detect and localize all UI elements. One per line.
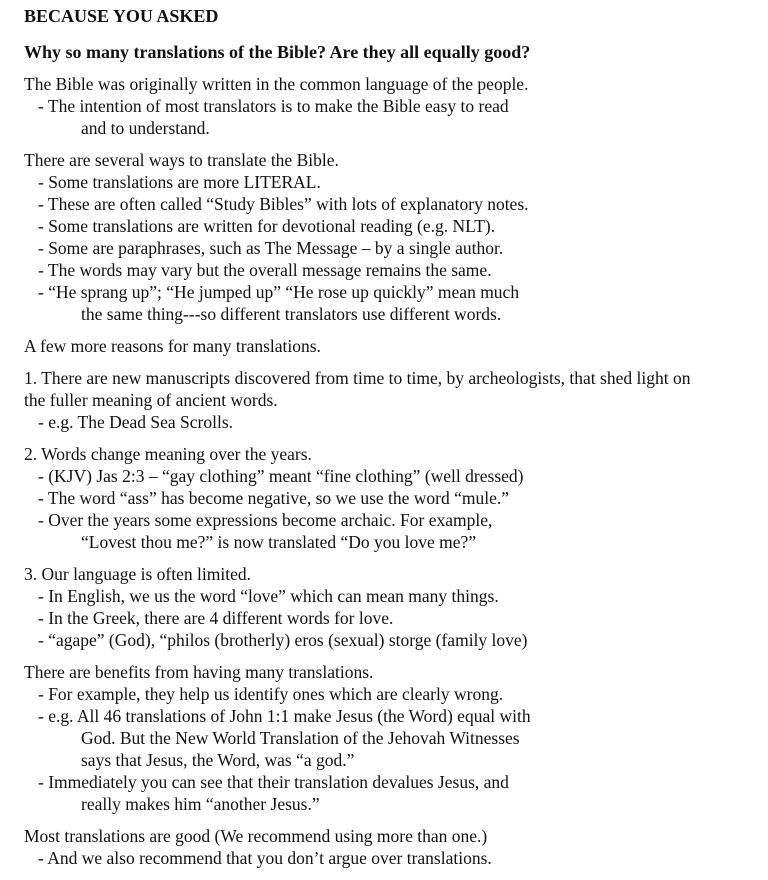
bullet-line: - The word “ass” has become negative, so we use the word “mule.”: [38, 488, 510, 508]
bullet-line: - In English, we us the word “love” which can mean many things.: [38, 586, 499, 606]
paragraph-line: There are several ways to translate the Bible.: [24, 150, 339, 170]
document-page: [24, 0, 764, 869]
bullet-line: - The intention of most translators is to make the Bible easy to read: [38, 96, 509, 116]
paragraph-line: Most translations are good (We recommend using more than one.): [24, 826, 488, 846]
continuation-line: God. But the New World Translation of the Jehovah Witnesses: [81, 728, 520, 748]
bullet-line: - “He sprang up”; “He jumped up” “He rose up quickly” mean much: [38, 282, 520, 302]
section-ways-to-translate: [24, 149, 764, 325]
bullet-line: - For example, they help us identify ones which are clearly wrong.: [38, 684, 504, 704]
paragraph-line: The Bible was originally written in the common language of the people.: [24, 74, 529, 94]
bullet-line: - Immediately you can see that their translation devalues Jesus, and: [38, 772, 509, 792]
continuation-line: and to understand.: [81, 118, 210, 138]
continuation-line: really makes him “another Jesus.”: [81, 794, 320, 814]
bullet-line: - These are often called “Study Bibles” with lots of explanatory notes.: [38, 194, 529, 214]
paragraph-line: the fuller meaning of ancient words.: [24, 390, 278, 410]
bullet-line: - And we also recommend that you don’t argue over translations.: [38, 848, 492, 868]
bullet-line: - The words may vary but the overall message remains the same.: [38, 260, 492, 280]
section-recommendation: [24, 825, 764, 869]
section-reason-2: [24, 443, 764, 553]
bullet-line: - Some translations are more LITERAL.: [38, 172, 321, 192]
continuation-line: the same thing---so different translators use different words.: [81, 304, 502, 324]
continuation-line: says that Jesus, the Word, was “a god.”: [81, 750, 355, 770]
paragraph-line: 3. Our language is often limited.: [24, 564, 251, 584]
section-reason-1: [24, 367, 764, 433]
section-reason-3: [24, 563, 764, 651]
bullet-line: - Some translations are written for devotional reading (e.g. NLT).: [38, 216, 496, 236]
continuation-line: “Lovest thou me?” is now translated “Do you love me?”: [81, 532, 477, 552]
paragraph-line: 1. There are new manuscripts discovered from time to time, by archeologists, that shed light on: [24, 368, 691, 388]
bullet-line: - Over the years some expressions become archaic. For example,: [38, 510, 493, 530]
section-original-language: [24, 73, 764, 139]
section-benefits: [24, 661, 764, 815]
bullet-line: - In the Greek, there are 4 different words for love.: [38, 608, 394, 628]
paragraph-line: 2. Words change meaning over the years.: [24, 444, 312, 464]
section-more-reasons: [24, 335, 764, 357]
page-title: BECAUSE YOU ASKED: [24, 6, 219, 26]
bullet-line: - e.g. The Dead Sea Scrolls.: [38, 412, 234, 432]
question-heading: Why so many translations of the Bible? Are they all equally good?: [24, 42, 531, 62]
paragraph-line: There are benefits from having many translations.: [24, 662, 374, 682]
bullet-line: - “agape” (God), “philos (brotherly) eros (sexual) storge (family love): [38, 630, 528, 650]
bullet-line: - Some are paraphrases, such as The Message – by a single author.: [38, 238, 504, 258]
bullet-line: - (KJV) Jas 2:3 – “gay clothing” meant “fine clothing” (well dressed): [38, 466, 524, 486]
paragraph-line: A few more reasons for many translations.: [24, 336, 321, 356]
bullet-line: - e.g. All 46 translations of John 1:1 make Jesus (the Word) equal with: [38, 706, 531, 726]
